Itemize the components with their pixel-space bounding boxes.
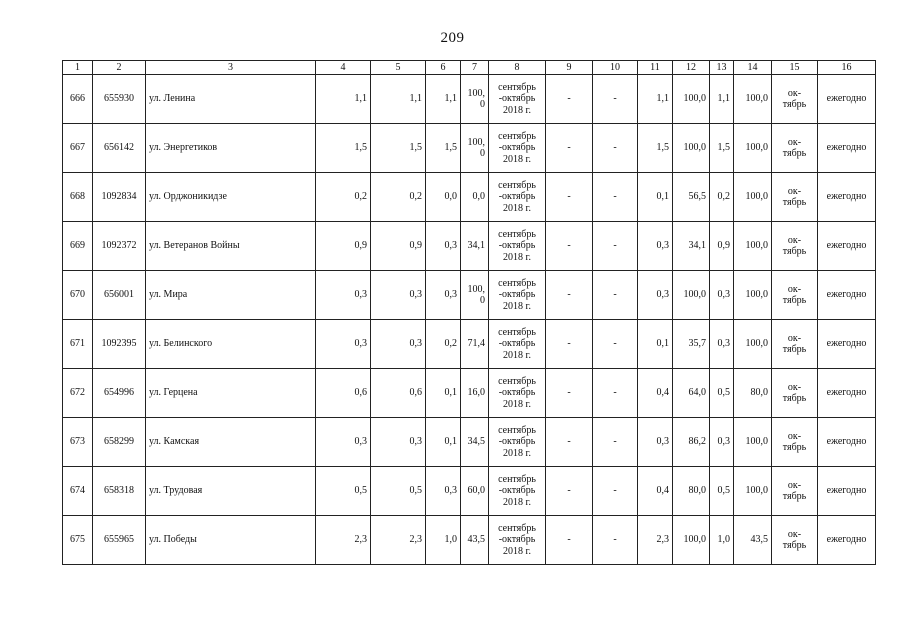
column-header-6: 6 (426, 61, 461, 75)
table-row (63, 75, 876, 124)
object-id: 1092395 (93, 320, 146, 369)
object-id: 658318 (93, 467, 146, 516)
frequency-col-16: ежегодно (818, 271, 876, 320)
row-number: 668 (63, 173, 93, 222)
column-header-16: 16 (818, 61, 876, 75)
street-name: ул. Победы (146, 516, 316, 565)
frequency-col-16: ежегодно (818, 467, 876, 516)
value-col-13: 0,9 (710, 222, 734, 271)
percent-col-12: 34,1 (673, 222, 710, 271)
value-col-5: 0,6 (371, 369, 426, 418)
column-header-12: 12 (673, 61, 710, 75)
dash-col-10: - (593, 516, 638, 565)
percent-col-7: 16,0 (461, 369, 489, 418)
value-col-6: 0,3 (426, 271, 461, 320)
street-name: ул. Трудовая (146, 467, 316, 516)
table-row (63, 320, 876, 369)
value-col-11: 0,4 (638, 369, 673, 418)
value-col-4: 0,9 (316, 222, 371, 271)
street-name: ул. Белинского (146, 320, 316, 369)
percent-col-14: 43,5 (734, 516, 772, 565)
table-row (63, 222, 876, 271)
dash-col-9: - (546, 467, 593, 516)
percent-col-7: 100, 0 (461, 75, 489, 124)
period-col-8: сентябрь -октябрь 2018 г. (489, 271, 546, 320)
value-col-13: 0,3 (710, 271, 734, 320)
value-col-4: 0,3 (316, 418, 371, 467)
frequency-col-16: ежегодно (818, 418, 876, 467)
value-col-13: 1,0 (710, 516, 734, 565)
dash-col-9: - (546, 418, 593, 467)
percent-col-14: 100,0 (734, 320, 772, 369)
percent-col-12: 100,0 (673, 75, 710, 124)
value-col-5: 0,9 (371, 222, 426, 271)
period-col-8: сентябрь -октябрь 2018 г. (489, 124, 546, 173)
frequency-col-16: ежегодно (818, 222, 876, 271)
period-col-8: сентябрь -октябрь 2018 г. (489, 75, 546, 124)
percent-col-12: 100,0 (673, 124, 710, 173)
dash-col-9: - (546, 222, 593, 271)
frequency-col-16: ежегодно (818, 173, 876, 222)
dash-col-10: - (593, 369, 638, 418)
column-header-5: 5 (371, 61, 426, 75)
value-col-13: 0,2 (710, 173, 734, 222)
value-col-4: 2,3 (316, 516, 371, 565)
value-col-13: 0,5 (710, 467, 734, 516)
table-row (63, 124, 876, 173)
percent-col-14: 100,0 (734, 173, 772, 222)
dash-col-9: - (546, 320, 593, 369)
value-col-4: 0,5 (316, 467, 371, 516)
dash-col-9: - (546, 75, 593, 124)
value-col-11: 2,3 (638, 516, 673, 565)
value-col-6: 0,2 (426, 320, 461, 369)
value-col-4: 0,3 (316, 320, 371, 369)
percent-col-14: 100,0 (734, 75, 772, 124)
dash-col-9: - (546, 124, 593, 173)
table-row (63, 369, 876, 418)
row-number: 671 (63, 320, 93, 369)
column-header-10: 10 (593, 61, 638, 75)
percent-col-7: 60,0 (461, 467, 489, 516)
value-col-5: 0,3 (371, 320, 426, 369)
percent-col-12: 100,0 (673, 516, 710, 565)
value-col-11: 0,3 (638, 222, 673, 271)
row-number: 667 (63, 124, 93, 173)
frequency-col-16: ежегодно (818, 75, 876, 124)
frequency-col-16: ежегодно (818, 320, 876, 369)
row-number: 666 (63, 75, 93, 124)
table-row (63, 271, 876, 320)
column-header-3: 3 (146, 61, 316, 75)
dash-col-9: - (546, 271, 593, 320)
street-name: ул. Ветеранов Войны (146, 222, 316, 271)
value-col-6: 0,3 (426, 222, 461, 271)
value-col-5: 1,1 (371, 75, 426, 124)
value-col-13: 1,5 (710, 124, 734, 173)
value-col-5: 0,3 (371, 418, 426, 467)
period-col-8: сентябрь -октябрь 2018 г. (489, 369, 546, 418)
street-name: ул. Орджоникидзе (146, 173, 316, 222)
street-name: ул. Ленина (146, 75, 316, 124)
value-col-4: 1,1 (316, 75, 371, 124)
frequency-col-16: ежегодно (818, 369, 876, 418)
value-col-11: 0,1 (638, 320, 673, 369)
percent-col-14: 100,0 (734, 418, 772, 467)
month-col-15: ок- тябрь (772, 516, 818, 565)
value-col-13: 0,3 (710, 320, 734, 369)
month-col-15: ок- тябрь (772, 320, 818, 369)
column-header-13: 13 (710, 61, 734, 75)
column-header-2: 2 (93, 61, 146, 75)
month-col-15: ок- тябрь (772, 222, 818, 271)
object-id: 1092834 (93, 173, 146, 222)
object-id: 655965 (93, 516, 146, 565)
value-col-6: 0,1 (426, 418, 461, 467)
column-header-7: 7 (461, 61, 489, 75)
month-col-15: ок- тябрь (772, 173, 818, 222)
value-col-5: 2,3 (371, 516, 426, 565)
value-col-11: 0,3 (638, 271, 673, 320)
street-name: ул. Энергетиков (146, 124, 316, 173)
dash-col-10: - (593, 222, 638, 271)
row-number: 669 (63, 222, 93, 271)
value-col-4: 0,3 (316, 271, 371, 320)
row-number: 673 (63, 418, 93, 467)
header-row (63, 61, 876, 75)
month-col-15: ок- тябрь (772, 75, 818, 124)
period-col-8: сентябрь -октябрь 2018 г. (489, 173, 546, 222)
percent-col-7: 0,0 (461, 173, 489, 222)
percent-col-14: 100,0 (734, 271, 772, 320)
object-id: 1092372 (93, 222, 146, 271)
value-col-5: 0,5 (371, 467, 426, 516)
row-number: 672 (63, 369, 93, 418)
period-col-8: сентябрь -октябрь 2018 г. (489, 418, 546, 467)
percent-col-7: 100, 0 (461, 124, 489, 173)
object-id: 656142 (93, 124, 146, 173)
column-header-8: 8 (489, 61, 546, 75)
value-col-13: 1,1 (710, 75, 734, 124)
street-name: ул. Камская (146, 418, 316, 467)
percent-col-12: 86,2 (673, 418, 710, 467)
column-header-4: 4 (316, 61, 371, 75)
table-body (63, 75, 876, 565)
percent-col-14: 100,0 (734, 222, 772, 271)
percent-col-7: 100, 0 (461, 271, 489, 320)
object-id: 654996 (93, 369, 146, 418)
percent-col-12: 35,7 (673, 320, 710, 369)
object-id: 655930 (93, 75, 146, 124)
month-col-15: ок- тябрь (772, 124, 818, 173)
period-col-8: сентябрь -октябрь 2018 г. (489, 222, 546, 271)
period-col-8: сентябрь -октябрь 2018 г. (489, 467, 546, 516)
dash-col-10: - (593, 271, 638, 320)
object-id: 658299 (93, 418, 146, 467)
value-col-6: 0,0 (426, 173, 461, 222)
month-col-15: ок- тябрь (772, 271, 818, 320)
row-number: 670 (63, 271, 93, 320)
dash-col-9: - (546, 173, 593, 222)
object-id: 656001 (93, 271, 146, 320)
table-row (63, 516, 876, 565)
value-col-5: 1,5 (371, 124, 426, 173)
period-col-8: сентябрь -октябрь 2018 г. (489, 516, 546, 565)
month-col-15: ок- тябрь (772, 369, 818, 418)
column-header-15: 15 (772, 61, 818, 75)
column-header-1: 1 (63, 61, 93, 75)
value-col-11: 1,1 (638, 75, 673, 124)
value-col-11: 0,3 (638, 418, 673, 467)
dash-col-9: - (546, 516, 593, 565)
percent-col-12: 100,0 (673, 271, 710, 320)
value-col-11: 1,5 (638, 124, 673, 173)
value-col-4: 0,2 (316, 173, 371, 222)
percent-col-12: 64,0 (673, 369, 710, 418)
percent-col-14: 100,0 (734, 467, 772, 516)
percent-col-7: 34,1 (461, 222, 489, 271)
dash-col-10: - (593, 320, 638, 369)
frequency-col-16: ежегодно (818, 124, 876, 173)
value-col-5: 0,3 (371, 271, 426, 320)
percent-col-7: 34,5 (461, 418, 489, 467)
frequency-col-16: ежегодно (818, 516, 876, 565)
value-col-6: 0,3 (426, 467, 461, 516)
value-col-4: 0,6 (316, 369, 371, 418)
percent-col-14: 80,0 (734, 369, 772, 418)
table-row (63, 467, 876, 516)
value-col-13: 0,3 (710, 418, 734, 467)
column-header-11: 11 (638, 61, 673, 75)
period-col-8: сентябрь -октябрь 2018 г. (489, 320, 546, 369)
value-col-13: 0,5 (710, 369, 734, 418)
percent-col-7: 71,4 (461, 320, 489, 369)
value-col-11: 0,1 (638, 173, 673, 222)
data-table (62, 60, 876, 565)
value-col-4: 1,5 (316, 124, 371, 173)
dash-col-10: - (593, 418, 638, 467)
row-number: 674 (63, 467, 93, 516)
value-col-6: 1,1 (426, 75, 461, 124)
month-col-15: ок- тябрь (772, 467, 818, 516)
row-number: 675 (63, 516, 93, 565)
street-name: ул. Мира (146, 271, 316, 320)
percent-col-14: 100,0 (734, 124, 772, 173)
percent-col-12: 80,0 (673, 467, 710, 516)
table-row (63, 173, 876, 222)
month-col-15: ок- тябрь (772, 418, 818, 467)
value-col-5: 0,2 (371, 173, 426, 222)
table-row (63, 418, 876, 467)
dash-col-10: - (593, 124, 638, 173)
dash-col-10: - (593, 75, 638, 124)
percent-col-7: 43,5 (461, 516, 489, 565)
value-col-6: 1,0 (426, 516, 461, 565)
column-header-14: 14 (734, 61, 772, 75)
value-col-6: 0,1 (426, 369, 461, 418)
page-number: 209 (440, 30, 465, 46)
value-col-11: 0,4 (638, 467, 673, 516)
dash-col-10: - (593, 467, 638, 516)
street-name: ул. Герцена (146, 369, 316, 418)
dash-col-10: - (593, 173, 638, 222)
dash-col-9: - (546, 369, 593, 418)
column-header-9: 9 (546, 61, 593, 75)
percent-col-12: 56,5 (673, 173, 710, 222)
value-col-6: 1,5 (426, 124, 461, 173)
